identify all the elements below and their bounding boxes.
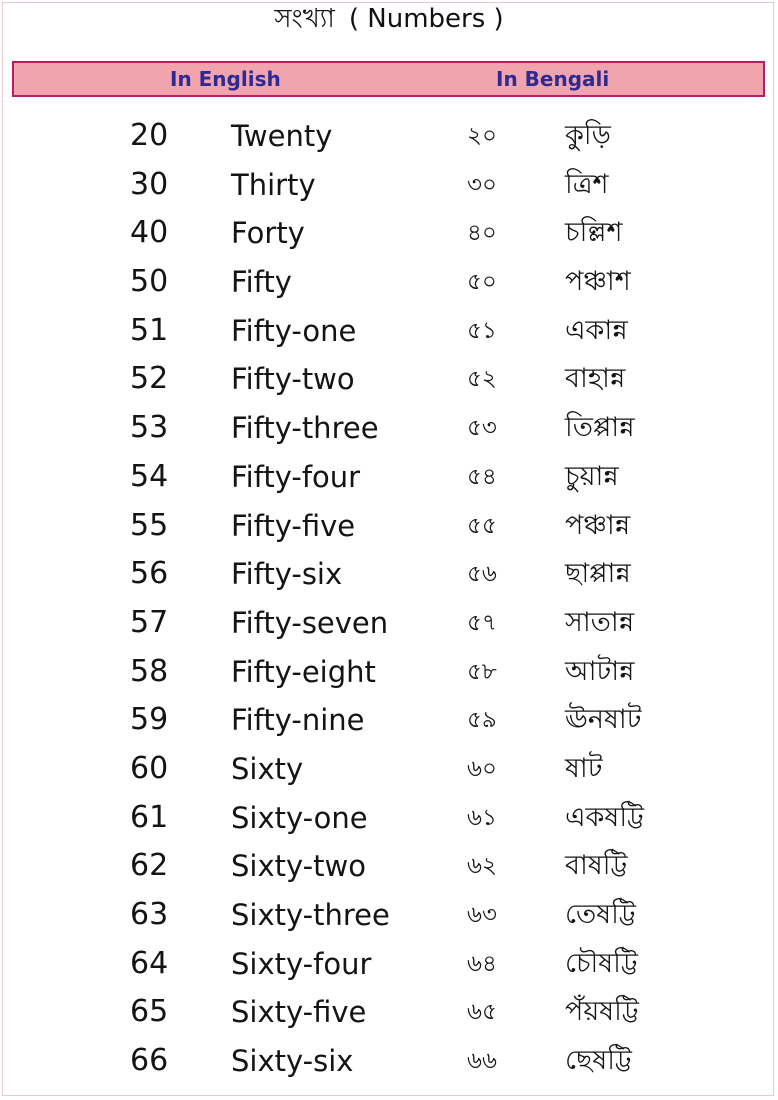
number-cell: 56 — [130, 556, 169, 592]
bengali-word-cell: আটান্ন — [565, 655, 635, 687]
bengali-digit-cell: ৪০ — [467, 220, 497, 247]
table-row — [0, 114, 778, 163]
bengali-word-cell: একান্ন — [565, 314, 628, 346]
page-title-english: ( Numbers ) — [348, 4, 504, 34]
table-row — [0, 990, 778, 1039]
number-cell: 51 — [130, 312, 169, 348]
number-cell: 57 — [130, 604, 169, 640]
bengali-word-cell: পঞ্চাশ — [565, 266, 631, 298]
table-row — [0, 163, 778, 212]
number-cell: 60 — [130, 750, 169, 786]
bengali-digit-cell: ৫৪ — [467, 463, 497, 490]
bengali-word-cell: বাষট্টি — [565, 850, 628, 882]
bengali-digit-cell: ৫৮ — [467, 658, 497, 685]
bengali-digit-cell: ৫৯ — [467, 707, 497, 734]
table-row — [0, 504, 778, 553]
english-word-cell: Fifty-four — [231, 459, 361, 494]
bengali-digit-cell: ৫১ — [467, 317, 497, 344]
table-row — [0, 747, 778, 796]
english-word-cell: Sixty-three — [231, 898, 390, 932]
bengali-word-cell: কুড়ি — [565, 120, 611, 151]
bengali-digit-cell: ৫০ — [467, 269, 497, 296]
bengali-digit-cell: ২০ — [467, 123, 497, 149]
english-word-cell: Fifty — [231, 265, 292, 300]
bengali-digit-cell: ৫৫ — [467, 512, 497, 539]
table-row — [0, 893, 778, 942]
bengali-digit-cell: ৬১ — [467, 804, 497, 831]
table-row — [0, 1039, 778, 1088]
number-cell: 30 — [130, 166, 169, 202]
bengali-word-cell: সাতান্ন — [565, 606, 635, 638]
bengali-word-cell: একষট্টি — [565, 801, 645, 833]
number-cell: 53 — [130, 410, 169, 446]
table-row — [0, 552, 778, 601]
table-row — [0, 650, 778, 699]
number-table — [0, 114, 778, 1088]
column-header-bengali: In Bengali — [496, 67, 610, 91]
bengali-word-cell: তেষট্টি — [565, 899, 636, 930]
english-word-cell: Sixty-five — [231, 995, 367, 1030]
bengali-word-cell: ঊনষাট — [565, 704, 642, 736]
column-header-bar — [12, 61, 765, 97]
number-cell: 64 — [130, 945, 169, 981]
bengali-word-cell: ছেষট্টি — [565, 1045, 632, 1077]
number-cell: 20 — [130, 118, 169, 153]
bengali-digit-cell: ৬৩ — [467, 902, 497, 928]
english-word-cell: Sixty-two — [231, 849, 366, 884]
table-row — [0, 942, 778, 991]
bengali-digit-cell: ৬৪ — [467, 950, 497, 977]
table-row — [0, 211, 778, 260]
number-cell: 63 — [130, 897, 169, 932]
bengali-word-cell: ত্রিশ — [565, 168, 609, 200]
bengali-word-cell: ষাট — [565, 752, 603, 784]
bengali-digit-cell: ৬৫ — [467, 999, 497, 1026]
english-word-cell: Sixty — [231, 751, 304, 786]
english-word-cell: Fifty-three — [231, 411, 379, 446]
english-word-cell: Fifty-nine — [231, 703, 365, 738]
number-cell: 61 — [130, 799, 169, 835]
english-word-cell: Fifty-two — [231, 362, 355, 397]
bengali-word-cell: চুয়ান্ন — [565, 460, 619, 492]
table-row — [0, 309, 778, 358]
english-word-cell: Forty — [231, 216, 305, 251]
number-cell: 58 — [130, 653, 169, 689]
bengali-digit-cell: ৫৩ — [467, 415, 497, 442]
bengali-digit-cell: ৬৬ — [467, 1048, 497, 1075]
table-row — [0, 455, 778, 504]
table-row — [0, 796, 778, 845]
number-cell: 54 — [130, 458, 169, 494]
page-title — [0, 0, 778, 40]
column-header-english: In English — [170, 67, 281, 91]
page-title-bengali: সংখ্যা — [274, 4, 335, 34]
table-row — [0, 844, 778, 893]
bengali-digit-cell: ৫৭ — [467, 609, 497, 636]
bengali-word-cell: চল্লিশ — [565, 217, 623, 249]
bengali-digit-cell: ৫২ — [467, 366, 497, 393]
english-word-cell: Sixty-six — [231, 1044, 354, 1079]
bengali-word-cell: পঞ্চান্ন — [565, 509, 631, 541]
bengali-digit-cell: ৬০ — [467, 755, 497, 782]
english-word-cell: Fifty-six — [231, 557, 343, 592]
number-cell: 50 — [130, 264, 169, 300]
bengali-word-cell: পঁয়ষট্টি — [565, 996, 639, 1028]
bengali-word-cell: ছাপ্পান্ন — [565, 558, 631, 590]
number-cell: 65 — [130, 994, 169, 1030]
english-word-cell: Fifty-one — [231, 313, 357, 348]
bengali-digit-cell: ৬২ — [467, 853, 497, 880]
number-cell: 52 — [130, 361, 169, 397]
table-row — [0, 406, 778, 455]
english-word-cell: Sixty-four — [231, 946, 372, 981]
bengali-digit-cell: ৩০ — [467, 171, 497, 198]
english-word-cell: Twenty — [231, 119, 333, 153]
english-word-cell: Fifty-eight — [231, 654, 376, 689]
english-word-cell: Thirty — [231, 167, 316, 202]
number-cell: 59 — [130, 702, 169, 738]
bengali-word-cell: তিপ্পান্ন — [565, 412, 635, 444]
table-row — [0, 698, 778, 747]
number-cell: 55 — [130, 507, 169, 543]
bengali-digit-cell: ৫৬ — [467, 561, 497, 588]
bengali-word-cell: চৌষট্টি — [565, 947, 638, 979]
english-word-cell: Fifty-seven — [231, 605, 389, 640]
english-word-cell: Sixty-one — [231, 800, 368, 835]
bengali-word-cell: বাহান্ন — [565, 363, 626, 395]
english-word-cell: Fifty-five — [231, 508, 356, 543]
number-cell: 62 — [130, 848, 169, 884]
table-row — [0, 357, 778, 406]
table-row — [0, 260, 778, 309]
number-cell: 66 — [130, 1043, 169, 1079]
table-row — [0, 601, 778, 650]
number-cell: 40 — [130, 215, 169, 251]
